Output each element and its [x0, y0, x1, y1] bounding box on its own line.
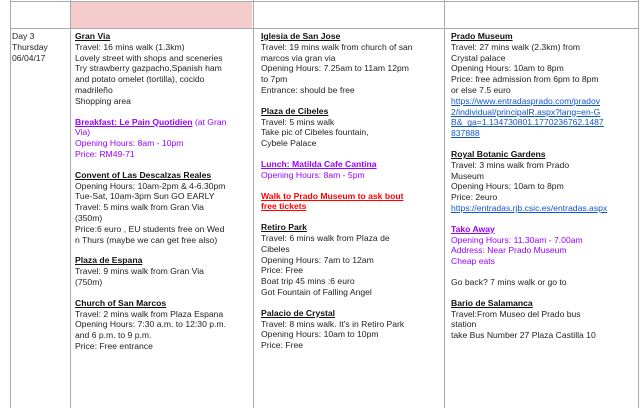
detail-line: Try strawberry gazpacho,Spanish ham	[75, 63, 222, 74]
header-row-border	[10, 28, 638, 29]
detail-line: Lovely street with shops and sceneries	[75, 52, 223, 63]
detail-line: Travel: 9 mins walk from Gran Via	[75, 266, 204, 277]
detail-line: Opening Hours: 7am to 12am	[261, 254, 374, 265]
prado-ticket-link[interactable]: 2/individual/principalR.aspx?lang=en-G	[451, 106, 601, 117]
detail-line: Take pic of Cibeles fountain,	[261, 127, 369, 138]
section-title: Lunch: Matilda Cafe Cantina	[261, 158, 377, 169]
detail-line: Travel: 2 mins walk from Plaza Espana	[75, 308, 224, 319]
detail-line: (750m)	[75, 276, 103, 287]
section-title: Gran Via	[75, 31, 111, 41]
detail-line: Opening Hours: 10am to 10pm	[261, 329, 379, 340]
breakfast-location: (at Gran	[192, 116, 227, 127]
section-title: Prado Museum	[451, 31, 513, 41]
detail-line: and 6 p.m. to 9 p.m.	[75, 330, 152, 341]
prado-note-section	[261, 191, 441, 213]
itinerary-column-3	[451, 31, 636, 351]
prado-ticket-link[interactable]: 837888	[451, 128, 480, 139]
detail-line: Price: Free entrance	[75, 340, 153, 351]
detail-line: Cybele Palace	[261, 138, 317, 149]
table-top-border	[10, 1, 638, 2]
detail-line: Museum	[451, 170, 484, 181]
detail-line: Price: free admission from 6pm to 8pm	[451, 74, 599, 85]
breakfast-location-cont: Via)	[75, 127, 91, 138]
itinerary-column-2	[261, 31, 441, 361]
column-border	[638, 0, 639, 408]
reminder-note-cont: free tickets	[261, 201, 307, 212]
address: Address: Near Prado Museum	[451, 245, 567, 256]
detail-line: Travel: 19 mins walk from church of san	[261, 41, 413, 52]
detail-line: to 7pm	[261, 74, 288, 85]
section-title: Church of San Marcos	[75, 297, 167, 308]
takeaway-section	[451, 224, 636, 267]
detail-line: Opening Hours: 7.25am to 11am 12pm	[261, 63, 409, 74]
detail-line: Opening Hours: 7:30 a.m. to 12:30 p.m.	[75, 319, 226, 330]
column-border	[10, 0, 11, 408]
retiro-section	[261, 222, 441, 298]
detail-line: Price: Free	[261, 340, 304, 351]
column-border	[253, 0, 254, 408]
detail-line: Crystal palace	[451, 52, 506, 63]
section-title: Plaza de Espana	[75, 255, 143, 266]
section-title: Breakfast: Le Pain Quotidien	[75, 116, 193, 127]
section-title: Tako Away	[451, 223, 495, 234]
note: Cheap eats	[451, 256, 495, 267]
column-border	[444, 0, 445, 408]
detail-line: Entrance: should be free	[261, 84, 355, 95]
prado-section	[451, 31, 636, 139]
convent-section	[75, 170, 250, 246]
day-label: Day 3	[12, 31, 35, 41]
detail-line: Boat trip 45 mins :6 euro	[261, 276, 355, 287]
opening-hours: Opening Hours: 11.30am - 7.00am	[451, 234, 583, 245]
header-highlight-cell	[70, 2, 252, 28]
detail-line: n Thurs (maybe we can get free also)	[75, 234, 218, 245]
price: Price: RM49-71	[75, 148, 135, 159]
section-title: Royal Botanic Gardens	[451, 148, 546, 159]
crystal-section	[261, 308, 441, 351]
prado-ticket-link[interactable]: B&_ga=1.134730801.1770236762.1487	[451, 117, 604, 128]
detail-line: Travel: 3 mins walk from Prado	[451, 159, 570, 170]
section-title: Convent of Las Descalzas Reales	[75, 169, 212, 180]
san-jose-section	[261, 31, 441, 96]
detail-line: Cibeles	[261, 243, 290, 254]
detail-line: madrileño	[75, 84, 113, 95]
weekday-label: Thursday	[12, 41, 48, 52]
detail-line: take Bus Number 27 Plaza Castilla 10	[451, 330, 596, 341]
detail-line: marcos via gran via	[261, 52, 336, 63]
detail-line: Travel: 5 mins walk	[261, 116, 335, 127]
prado-ticket-link[interactable]: https://www.entradasprado.com/pradov	[451, 95, 601, 106]
opening-hours: Opening Hours: 8am - 5pm	[261, 169, 365, 180]
detail-line: Opening Hours: 10am to 8pm	[451, 181, 564, 192]
itinerary-column-1	[75, 31, 250, 362]
section-title: Retiro Park	[261, 222, 307, 233]
detail-line: or else 7.5 euro	[451, 84, 511, 95]
detail-line: Travel: 16 mins walk (1.3km)	[75, 41, 185, 52]
detail-line: Price:6 euro , EU students free on Wed	[75, 223, 225, 234]
reminder-note: Walk to Prado Museum to ask bout	[261, 190, 404, 201]
column-border	[70, 0, 71, 408]
plaza-espana-section	[75, 255, 250, 287]
detail-line: Price: Free	[261, 265, 304, 276]
botanic-ticket-link[interactable]: https://entradas.rjb.csic.es/entradas.aspx	[451, 202, 608, 213]
detail-line: and potato omelet (tortilla), cocido	[75, 74, 205, 85]
section-title: Palacio de Crystal	[261, 307, 336, 318]
section-title: Iglesia de San Jose	[261, 31, 341, 41]
section-title: Plaza de Cibeles	[261, 105, 329, 116]
detail-line: Got Fountain of Falling Angel	[261, 286, 372, 297]
detail-line: Price: 2euro	[451, 192, 498, 203]
detail-line: Opening Hours: 10am to 8pm	[451, 63, 564, 74]
detail-line: Travel: 6 mins walk from Plaza de	[261, 232, 390, 243]
detail-line: (350m)	[75, 212, 103, 223]
san-marcos-section	[75, 298, 250, 352]
date-column	[12, 31, 68, 63]
detail-line: Opening Hours: 10am-2pm & 4-6.30pm	[75, 180, 226, 191]
detail-line: Shopping area	[75, 95, 131, 106]
lunch-section	[261, 159, 441, 181]
go-back-note: Go back? 7 mins walk or go to	[451, 276, 567, 287]
detail-line: Travel: 5 mins walk from Gran Via	[75, 202, 204, 213]
date-label: 06/04/17	[12, 52, 46, 63]
detail-line: Travel: 8 mins walk. It's in Retiro Park	[261, 318, 405, 329]
gran-via-section	[75, 31, 250, 107]
breakfast-section	[75, 117, 250, 160]
section-title: Bario de Salamanca	[451, 297, 533, 308]
detail-line: station	[451, 319, 477, 330]
detail-line: Tue-Sat, 10am-3pm Sun GO EARLY	[75, 191, 215, 202]
detail-line: Travel: 27 mins walk (2.3km) from	[451, 41, 581, 52]
detail-line: Travel:From Museo del Prado bus	[451, 308, 581, 319]
cibeles-section	[261, 106, 441, 149]
opening-hours: Opening Hours: 8am - 10pm	[75, 138, 184, 149]
botanic-section	[451, 149, 636, 214]
salamanca-section	[451, 298, 636, 341]
go-back-section	[451, 277, 636, 288]
